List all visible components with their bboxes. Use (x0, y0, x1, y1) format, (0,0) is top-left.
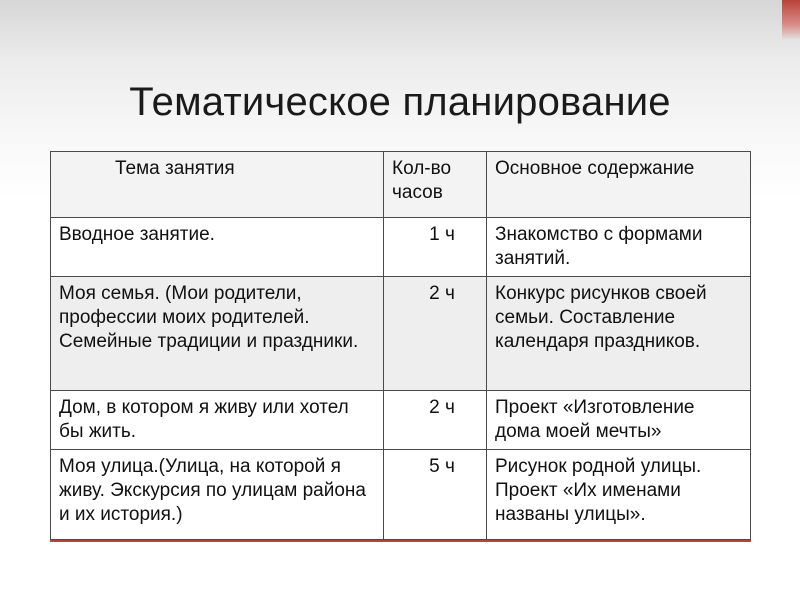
corner-accent-decoration (782, 0, 800, 40)
row-hours: 1 ч (384, 218, 487, 277)
row-content: Рисунок родной улицы. Проект «Их именами названы улицы». (487, 450, 751, 540)
table-row (51, 218, 751, 277)
table-header-row (51, 152, 751, 218)
thematic-plan-table (50, 151, 751, 540)
row-topic: Вводное занятие. (51, 218, 384, 277)
slide-title: Тематическое планирование (129, 80, 671, 124)
row-hours: 2 ч (384, 277, 487, 391)
row-content: Знакомство с формами занятий. (487, 218, 751, 277)
table-row (51, 391, 751, 450)
table-row (51, 277, 751, 391)
row-hours: 2 ч (384, 391, 487, 450)
row-topic: Моя семья. (Мои родители, профессии моих родителей. Семейные традиции и праздники. (51, 277, 384, 391)
row-topic: Моя улица.(Улица, на которой я живу. Экскурсия по улицам района и их история.) (51, 450, 384, 540)
header-hours: Кол-во часов (384, 152, 487, 218)
row-hours: 5 ч (384, 450, 487, 540)
row-content: Проект «Изготовление дома моей мечты» (487, 391, 751, 450)
header-content: Основное содержание (487, 152, 751, 218)
table-row (51, 450, 751, 540)
row-content: Конкурс рисунков своей семьи. Составление календаря праздников. (487, 277, 751, 391)
row-topic: Дом, в котором я живу или хотел бы жить. (51, 391, 384, 450)
header-topic: Тема занятия (51, 152, 384, 218)
